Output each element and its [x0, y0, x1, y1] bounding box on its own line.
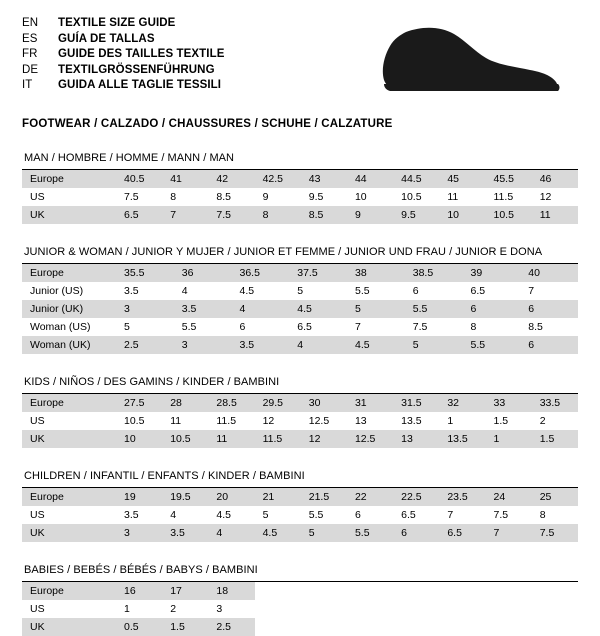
row-label: Woman (US) [22, 318, 116, 336]
cell: 8 [463, 318, 521, 336]
row-label: US [22, 412, 116, 430]
cell-empty [255, 618, 301, 636]
language-code: DE [22, 63, 39, 76]
row-label: Europe [22, 394, 116, 412]
cell: 13 [347, 412, 393, 430]
cell: 8.5 [208, 188, 254, 206]
language-row [22, 78, 225, 94]
cell: 6 [520, 336, 578, 354]
group-kids [22, 376, 578, 448]
cell-empty [532, 600, 578, 618]
cell: 38 [347, 264, 405, 282]
row-label: Europe [22, 488, 116, 506]
cell: 31 [347, 394, 393, 412]
cell: 5.5 [405, 300, 463, 318]
cell: 11 [439, 188, 485, 206]
group-heading: CHILDREN / INFANTIL / ENFANTS / KINDER / BAMBINI [24, 470, 305, 482]
row-label: Woman (UK) [22, 336, 116, 354]
cell: 6 [405, 282, 463, 300]
row-label: UK [22, 206, 116, 224]
cell: 9.5 [393, 206, 439, 224]
table-row [22, 318, 578, 336]
table-row [22, 336, 578, 354]
cell: 36 [174, 264, 232, 282]
cell-empty [255, 582, 301, 600]
cell: 3.5 [232, 336, 290, 354]
size-table-kids [22, 394, 578, 448]
table-row [22, 264, 578, 282]
row-label: UK [22, 524, 116, 542]
cell: 10 [347, 188, 393, 206]
table-row [22, 488, 578, 506]
cell: 21 [255, 488, 301, 506]
size-table-man [22, 170, 578, 224]
cell: 10.5 [162, 430, 208, 448]
cell: 5 [116, 318, 174, 336]
row-label: Europe [22, 170, 116, 188]
cell: 21.5 [301, 488, 347, 506]
cell: 4.5 [208, 506, 254, 524]
cell: 40 [520, 264, 578, 282]
cell: 10.5 [393, 188, 439, 206]
row-label: US [22, 188, 116, 206]
cell: 9 [347, 206, 393, 224]
cell: 5.5 [301, 506, 347, 524]
cell: 5 [347, 300, 405, 318]
cell: 6.5 [116, 206, 162, 224]
language-title-list [22, 16, 225, 94]
cell: 45.5 [486, 170, 532, 188]
cell: 4.5 [232, 282, 290, 300]
size-table-children [22, 488, 578, 542]
language-row [22, 63, 225, 79]
cell: 8.5 [301, 206, 347, 224]
cell: 5.5 [347, 524, 393, 542]
group-heading: JUNIOR & WOMAN / JUNIOR Y MUJER / JUNIOR ET FEMME / JUNIOR UND FRAU / JUNIOR E DONA [24, 246, 543, 258]
cell: 12 [532, 188, 578, 206]
cell: 28.5 [208, 394, 254, 412]
cell: 19.5 [162, 488, 208, 506]
cell: 25 [532, 488, 578, 506]
cell: 5 [301, 524, 347, 542]
cell: 7.5 [208, 206, 254, 224]
group-man [22, 152, 578, 224]
cell: 8 [255, 206, 301, 224]
section-title: FOOTWEAR / CALZADO / CHAUSSURES / SCHUHE / CALZATURE [22, 118, 393, 130]
cell: 39 [463, 264, 521, 282]
cell: 1 [486, 430, 532, 448]
cell: 42.5 [255, 170, 301, 188]
cell: 41 [162, 170, 208, 188]
cell: 10 [439, 206, 485, 224]
cell: 6 [463, 300, 521, 318]
cell: 24 [486, 488, 532, 506]
cell: 9.5 [301, 188, 347, 206]
cell: 6 [520, 300, 578, 318]
table-row [22, 170, 578, 188]
cell: 11 [208, 430, 254, 448]
cell: 13.5 [393, 412, 439, 430]
cell: 3 [116, 524, 162, 542]
cell: 6.5 [393, 506, 439, 524]
table-row [22, 188, 578, 206]
row-label: UK [22, 618, 116, 636]
cell: 6.5 [463, 282, 521, 300]
language-title: TEXTILE SIZE GUIDE [58, 17, 176, 29]
group-heading: BABIES / BEBÉS / BÉBÉS / BABYS / BAMBINI [24, 564, 258, 576]
cell: 33.5 [532, 394, 578, 412]
cell: 12 [255, 412, 301, 430]
cell: 7.5 [486, 506, 532, 524]
row-label: Europe [22, 264, 116, 282]
language-code: EN [22, 17, 39, 29]
cell-empty [393, 600, 439, 618]
cell: 36.5 [232, 264, 290, 282]
cell: 32 [439, 394, 485, 412]
cell: 1.5 [532, 430, 578, 448]
cell: 11.5 [486, 188, 532, 206]
cell: 10.5 [116, 412, 162, 430]
cell-empty [393, 582, 439, 600]
cell: 7 [347, 318, 405, 336]
cell: 1.5 [486, 412, 532, 430]
cell: 8 [532, 506, 578, 524]
cell: 3.5 [162, 524, 208, 542]
cell: 12.5 [301, 412, 347, 430]
group-heading: MAN / HOMBRE / HOMME / MANN / MAN [24, 152, 235, 164]
table-row [22, 582, 578, 600]
cell: 4 [289, 336, 347, 354]
cell: 7 [486, 524, 532, 542]
cell: 2 [162, 600, 208, 618]
cell: 37.5 [289, 264, 347, 282]
cell: 3.5 [174, 300, 232, 318]
cell: 22 [347, 488, 393, 506]
cell: 11.5 [208, 412, 254, 430]
cell: 28 [162, 394, 208, 412]
cell: 5.5 [347, 282, 405, 300]
cell: 6 [393, 524, 439, 542]
cell: 13.5 [439, 430, 485, 448]
row-label: Europe [22, 582, 116, 600]
cell: 6.5 [289, 318, 347, 336]
cell-empty [301, 618, 347, 636]
cell: 5.5 [463, 336, 521, 354]
cell-empty [301, 582, 347, 600]
cell: 1.5 [162, 618, 208, 636]
size-table-babies [22, 582, 578, 636]
row-label: UK [22, 430, 116, 448]
cell: 35.5 [116, 264, 174, 282]
table-row [22, 618, 578, 636]
cell: 11 [532, 206, 578, 224]
cell: 3 [116, 300, 174, 318]
language-row [22, 32, 225, 48]
language-row [22, 16, 225, 32]
cell: 38.5 [405, 264, 463, 282]
cell: 5 [405, 336, 463, 354]
cell: 4.5 [289, 300, 347, 318]
cell-empty [347, 600, 393, 618]
cell: 43 [301, 170, 347, 188]
language-title: TEXTILGRÖSSENFÜHRUNG [58, 63, 215, 76]
cell: 46 [532, 170, 578, 188]
cell: 13 [393, 430, 439, 448]
cell: 7 [520, 282, 578, 300]
cell: 44.5 [393, 170, 439, 188]
cell: 7 [439, 506, 485, 524]
table-row [22, 300, 578, 318]
cell: 6.5 [439, 524, 485, 542]
cell: 7 [162, 206, 208, 224]
cell-empty [486, 618, 532, 636]
table-row [22, 506, 578, 524]
cell: 4.5 [347, 336, 405, 354]
table-row [22, 206, 578, 224]
cell: 3 [174, 336, 232, 354]
dress-shoe-icon [370, 22, 570, 102]
cell: 23.5 [439, 488, 485, 506]
row-label: US [22, 600, 116, 618]
cell: 29.5 [255, 394, 301, 412]
cell: 17 [162, 582, 208, 600]
table-row [22, 430, 578, 448]
cell: 20 [208, 488, 254, 506]
cell: 1 [439, 412, 485, 430]
cell: 33 [486, 394, 532, 412]
cell: 4 [174, 282, 232, 300]
cell: 18 [208, 582, 254, 600]
table-row [22, 412, 578, 430]
cell: 5 [289, 282, 347, 300]
header [22, 16, 578, 102]
table-row [22, 282, 578, 300]
cell: 7.5 [532, 524, 578, 542]
cell: 5.5 [174, 318, 232, 336]
cell: 8.5 [520, 318, 578, 336]
cell-empty [486, 582, 532, 600]
cell-empty [532, 618, 578, 636]
cell: 6 [347, 506, 393, 524]
cell: 8 [162, 188, 208, 206]
cell: 40.5 [116, 170, 162, 188]
language-title: GUÍA DE TALLAS [58, 32, 155, 45]
cell: 42 [208, 170, 254, 188]
size-table-junior-woman [22, 264, 578, 354]
language-title: GUIDA ALLE TAGLIE TESSILI [58, 79, 222, 92]
cell-empty [439, 600, 485, 618]
cell: 2.5 [116, 336, 174, 354]
cell: 10.5 [486, 206, 532, 224]
table-row [22, 524, 578, 542]
cell: 6 [232, 318, 290, 336]
cell: 12.5 [347, 430, 393, 448]
language-code: ES [22, 32, 38, 45]
row-label: Junior (UK) [22, 300, 116, 318]
cell: 19 [116, 488, 162, 506]
row-label: US [22, 506, 116, 524]
cell: 30 [301, 394, 347, 412]
cell: 2 [532, 412, 578, 430]
cell-empty [301, 600, 347, 618]
cell: 3.5 [116, 282, 174, 300]
cell: 16 [116, 582, 162, 600]
cell: 10 [116, 430, 162, 448]
cell: 3 [208, 600, 254, 618]
cell: 27.5 [116, 394, 162, 412]
cell: 5 [255, 506, 301, 524]
cell-empty [255, 600, 301, 618]
cell-empty [393, 618, 439, 636]
cell-empty [347, 582, 393, 600]
language-row [22, 47, 225, 63]
cell-empty [347, 618, 393, 636]
language-code: IT [22, 79, 33, 92]
cell: 4 [232, 300, 290, 318]
group-heading: KIDS / NIÑOS / DES GAMINS / KINDER / BAMBINI [24, 376, 280, 388]
cell: 0.5 [116, 618, 162, 636]
cell: 44 [347, 170, 393, 188]
group-junior-woman [22, 246, 578, 354]
language-title: GUIDE DES TAILLES TEXTILE [58, 48, 225, 61]
table-row [22, 394, 578, 412]
cell: 11.5 [255, 430, 301, 448]
cell: 22.5 [393, 488, 439, 506]
cell: 3.5 [116, 506, 162, 524]
cell: 4 [208, 524, 254, 542]
cell: 31.5 [393, 394, 439, 412]
language-code: FR [22, 48, 38, 61]
group-children [22, 470, 578, 542]
cell: 12 [301, 430, 347, 448]
cell-empty [439, 618, 485, 636]
cell: 7.5 [405, 318, 463, 336]
cell: 1 [116, 600, 162, 618]
cell: 2.5 [208, 618, 254, 636]
cell-empty [532, 582, 578, 600]
cell: 4.5 [255, 524, 301, 542]
row-label: Junior (US) [22, 282, 116, 300]
cell-empty [439, 582, 485, 600]
cell: 4 [162, 506, 208, 524]
cell: 11 [162, 412, 208, 430]
cell-empty [486, 600, 532, 618]
table-row [22, 600, 578, 618]
cell: 7.5 [116, 188, 162, 206]
group-babies [22, 564, 578, 636]
cell: 9 [255, 188, 301, 206]
cell: 45 [439, 170, 485, 188]
